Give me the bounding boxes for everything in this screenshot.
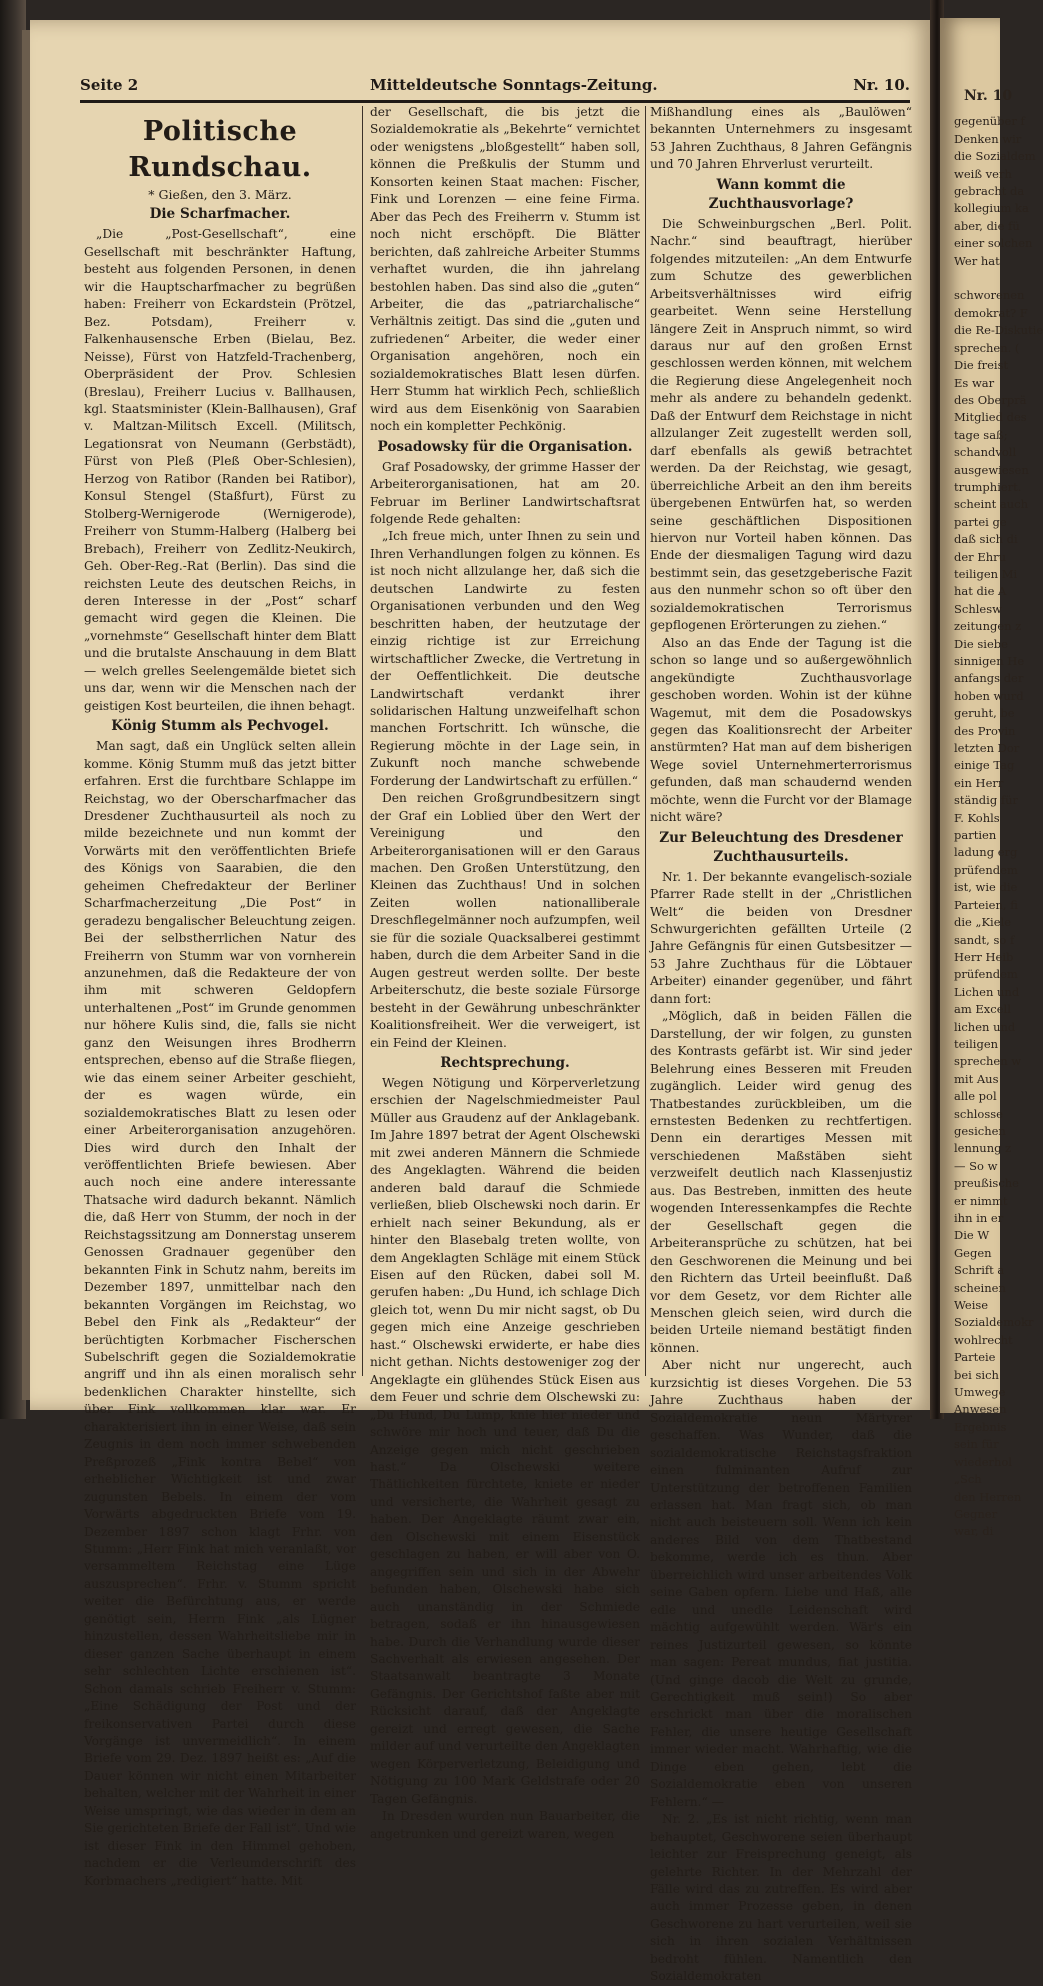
facing-page-line: tage saß; — [954, 427, 1008, 442]
article-paragraph: Wegen Nötigung und Körperverletzung erschien der Nagelschmiedmeister Paul Müller aus Graudenz auf der Anklagebank. Im Jahre 1897 betrat der Agent Olschewski mit zwei anderen Männern die Schmiede des Angeklagten. Während die beiden anderen bald darauf die Schmiede verließen, blieb Olschewski noch darin. Er erhielt nach seiner Bekundung, als er hinter den Blasebalg treten wollte, von dem Angeklagten Schläge mit einem Stück Eisen auf den Rücken, dabei soll M. gerufen haben: „Du Hund, ich schlage Dich gleich tot, wenn Du mir nicht sagst, ob Du gegen mich eine Anzeige geschrieben hast.“ Olschewski erwiderte, er habe dies nicht gethan. Nichts destoweniger zog der Angeklagte ein glühendes Stück Eisen aus dem Feuer und schrie dem Olschewski zu: „Du Hund, Du Lump, knie hier nieder und schwöre mir hoch und teuer, daß Du die Anzeige gegen mich nicht geschrieben hast.“ Da Olschewski weitere Thätlichkeiten fürchtete, kniete er nieder und versicherte, die Wahrheit gesagt zu haben. Der Angeklagte räumt zwar ein, den Olschewski mit einem Eisenstück geschlagen zu haben, er will aber von O. angegriffen sein und sich in der Abwehr befunden haben, Olschewski habe sich auch unanständig in der Schmiede betragen, sodaß er ihn hinausgewiesen habe. Durch die Verhandlung wurde dieser Sachverhalt als erwiesen angesehen. Der Staatsanwalt beantragte 3 Monate Gefängnis. Der Gerichtshof faßte aber mit Rücksicht darauf, daß der Angeklagte gereizt und erregt gewesen, die Sache milder auf und verurteilte den Angeklagten wegen Körperverletzung, Beleidigung und Nötigung zu 100 Mark Geldstrafe oder 20 Tagen Gefängnis. — [370, 1076, 640, 1806]
facing-page-line: Gegner — [954, 1506, 998, 1521]
article-paragraph: Graf Posadowsky, der grimme Hasser der Arbeiterorganisationen, hat am 20. Februar im Berliner Landwirtschaftsrat folgende Rede gehalten: — [370, 459, 640, 526]
quote-paragraph: „Möglich, daß in beiden Fällen die Darstellung, der wir folgen, zu gunsten des Kontrasts gefärbt ist. Wir sind jeder Belehrung eines Besseren mit Freuden zugänglich. Leider wird genug des Thatbestandes zurückbleiben, um die ernstesten Bedenken zu rechtfertigen. Denn ein derartiges Messen mit verschiedenen Maßstäben sieht verzweifelt deutlich nach Klassenjustiz aus. Das Bestreben, inmitten des heute wogenden Interessenkampfes die Rechte der Gesellschaft gegen die Arbeiteransprüche zu schützen, hat bei den Geschworenen die Meinung und bei den Richtern das Urteil beeinflußt. Daß vor dem Gesetz, vor dem Richter alle Menschen gleich seien, wird durch die beiden Urteile niemand bestätigt finden können. — [650, 1009, 912, 1355]
facing-page-line: hat die A — [954, 584, 1007, 599]
facing-page-line: schandvoll — [954, 445, 1017, 460]
article-paragraph: Die Schweinburgschen „Berl. Polit. Nachr.“ sind beauftragt, hierüber folgendes mitzuteilen: „An dem Entwurfe zum Schutze des gewerblichen Arbeitsverhältnisses wird eifrig gearbeitet. Wenn seine Herstellung längere Zeit in Anspruch nimmt, so wird daraus nur auf den großen Ernst geschlossen werden können, mit welchem die Regierung diese Angelegenheit noch mehr als andere zu behandeln gedenkt. Daß der Entwurf dem Reichstage in nicht allzulanger Zeit zugestellt werden soll, darf ebenfalls als gewiß betrachtet werden. Da der Reichstag, wie gesagt, überreichliche Arbeit an den ihm bereits übergebenen Entwürfen hat, so werden seine geschäftlichen Dispositionen hiervon nur Vorteil haben können. Das Ende der diesmaligen Tagung wird dazu bestimmt sein, das gesetzgeberische Fazit aus den nunmehr schon so oft über den sozialdemokratischen Terrorismus gepflogenen Erörterungen zu ziehen.“ — [650, 216, 912, 633]
facing-page-line: — So w — [954, 1158, 998, 1173]
facing-page-line: einige Tag — [954, 758, 1015, 773]
facing-page-line: sinnigen He — [954, 654, 1025, 668]
facing-page-line: gesichen — [954, 1123, 1006, 1138]
facing-page-line: weiß verh — [954, 166, 1012, 181]
page-number: Seite 2 — [80, 76, 139, 94]
facing-page-line: F. Kohls — [954, 810, 1000, 825]
facing-page-line: ständig für — [954, 793, 1019, 808]
facing-page-line: sein für — [954, 1437, 999, 1452]
facing-page-line: teiligen — [954, 1036, 999, 1051]
facing-page-line: die Sozialdem — [954, 149, 1036, 164]
facing-page-line: ein Herr — [954, 775, 1004, 790]
facing-page-line: gegenüber f — [954, 114, 1025, 129]
facing-page-line: zeitungen z — [954, 619, 1022, 634]
facing-page-line: Die siebe — [954, 636, 1008, 651]
facing-page-line: Umwege — [954, 1385, 1006, 1400]
facing-page-line: hoben wurd — [954, 688, 1024, 703]
issue-number: Nr. 10. — [853, 76, 910, 94]
article-heading: Posadowsky für die Organisation. — [377, 438, 633, 455]
book-spine — [22, 30, 30, 1400]
facing-page-line: Anwesen — [954, 1402, 1007, 1417]
article-paragraph: Also an das Ende der Tagung ist die schon so lange und so außergewöhnlich angekündigte Zuchthausvorlage geschoben worden. Wohin ist der kühne Wagemut, mit dem die Posadowskys gegen das Koalitionsrecht der Arbeiter anstürmten? Hat man auf dem bisherigen Wege soviel Unternehmerterrorismus gefunden, daß man schaudernd wenden möchte, wenn die Furcht vor der Blamage nicht wäre? — [650, 635, 912, 825]
facing-page-line: teiligen Mi — [954, 566, 1018, 581]
dateline: * Gießen, den 3. März. — [148, 187, 292, 202]
facing-page-line: ihn in er — [954, 1211, 1004, 1225]
facing-page-line: Weise — [954, 1298, 989, 1313]
facing-page-line: wiederhol — [954, 1454, 1012, 1469]
facing-page-line: schworenen — [954, 288, 1025, 303]
facing-page-line: daß sich di — [954, 532, 1018, 547]
facing-page-line: mit Aus — [954, 1071, 999, 1086]
facing-page-line: aber, die fü — [954, 218, 1020, 233]
facing-page-line: die Re-Diskutie — [954, 323, 1043, 338]
article-paragraph: „Die „Post-Gesellschaft“, eine Gesellschaft mit beschränkter Haftung, besteht aus folgenden Personen, in denen wir die Hauptscharfmacher zu begrüßen haben: Freiherr von Eckardstein (Prötzel, Bez. Potsdam), Freiherr v. Falkenhausensche Erben (Bielau, Bez. Neisse), Fürst von Hatzfeld-Trachenberg, Oberpräsident der Prov. Schlesien (Breslau), Freiherr Lucius v. Ballhausen, kgl. Staatsminister (Klein-Ballhausen), Graf v. Maltzan-Militsch Excell. (Militsch, Legationsrat von Neumann (Gerbstädt), Fürst von Pleß (Pleß Ober-Schlesien), Herzog von Ratibor (Randen bei Ratibor), Konsul Stengel (Staßfurt), Fürst zu Stolberg-Wernigerode (Wernigerode), Freiherr von Stumm-Halberg (Halberg bei Brebach), Freiherr von Zedlitz-Neukirch, Geh. Ober-Reg.-Rat (Berlin). Das sind die reichsten Leute des deutschen Reichs, in deren Interesse in der „Post“ scharf gemacht wird gegen die Kleinen. Die „vornehmste“ Gesellschaft hinter dem Blatt und die brutalste Anschauung in dem Blatt — welch grelles Seelengemälde bietet sich uns dar, wenn wir die Menschen nach der geistigen Kost beurteilen, die ihnen behagt. — [84, 227, 356, 713]
facing-page-line — [940, 270, 1000, 287]
facing-page-line: ladung erg — [954, 845, 1018, 860]
facing-page-line: partien — [954, 828, 997, 843]
facing-page-line: Schrift a — [954, 1263, 1005, 1278]
facing-page-line: Denken wir — [954, 131, 1022, 146]
facing-page-line: sprechen w — [954, 1054, 1022, 1069]
article-paragraph: Mißhandlung eines als „Baulöwen“ bekannten Unternehmers zu insgesamt 53 Jahren Zuchthaus, 8 Jahren Gefängnis und 70 Jahren Ehrverlust verurteilt. — [650, 105, 912, 172]
facing-page-line: Parteien, fi — [954, 897, 1018, 912]
facing-page-line: ausgewiesen — [954, 462, 1029, 477]
quote-paragraph: „Ich freue mich, unter Ihnen zu sein und Ihren Verhandlungen folgen zu können. Es ist noch nicht allzulange her, daß sich die deutschen Landwirte zu festen Organisationen verbunden und den Weg beschritten haben, der heutzutage der einzig richtige ist zur Erreichung wirtschaftlicher Zwecke, die Vertretung in der Oeffentlichkeit. Die deutsche Landwirtschaft verdankt ihrer solidarischen Haltung unzweifelhaft schon manchen Fortschritt. Ich wünsche, die Regierung möchte in der Lage sein, in Zukunft noch manche schwebende Forderung der Landwirtschaft zu erfüllen.“ — [370, 529, 640, 788]
article-paragraph: Nr. 2. „Es ist nicht richtig, wenn man behauptet, Geschworene seien überhaupt leichter zur Freisprechung geneigt, als gelehrte Richter. In der Mehrzahl der Fälle wird das zu zutreffen. Es wird aber auch immer Prozesse geben, in denen Geschworene zu hart verurteilen, weil sie sich in ihren sozialen Verhältnissen bedroht fühlen. Namentlich den Sozialdemokraten — [650, 1812, 912, 1984]
column-divider — [362, 106, 363, 1376]
facing-page-line: geruht, be — [954, 706, 1015, 721]
facing-page-line: Es war — [954, 375, 995, 390]
article-paragraph: der Gesellschaft, die bis jetzt die Sozialdemokratie als „Bekehrte“ vernichtet oder wenigstens „bloßgestellt“ haben soll, können die Preßkulis der Stumm und Konsorten keinen Staat machen: Fischer, Fink und Lorenzen — eine feine Firma. Aber das Pech des Freiherrn v. Stumm ist noch nicht erschöpft. Die Blätter berichten, daß zahlreiche Arbeiter Stumms verhaftet wurden, die ihn jahrelang bestohlen haben. Das sind also die „guten“ Arbeiter, die das „patriarchalische“ Verhältnis zeitigt. Das sind die „guten und zufriedenen“ Arbeiter, die weder einer Organisation angehören, noch ein sozialdemokratisches Blatt lesen dürfen. Herr Stumm hat wirklich Pech, schließlich wird aus dem Eisenkönig von Saarabien noch ein kompletter Pechkönig. — [370, 105, 640, 434]
facing-page-line: sandt, so f — [954, 932, 1015, 947]
facing-page-number: Nr. 10 — [964, 88, 1013, 104]
facing-page-line: partei ge — [954, 514, 1007, 529]
facing-page-line: er nimmt — [954, 1193, 1008, 1208]
facing-page-line: gebracht da — [954, 184, 1025, 199]
facing-page-line: trumphiert. — [954, 479, 1022, 494]
facing-page-line: Gegen — [954, 1245, 992, 1260]
facing-page-line: anfangs der — [954, 671, 1024, 686]
article-paragraph: In Dresden wurden nun Bauarbeiter, die angetrunken und gereizt waren, wegen — [370, 1809, 640, 1841]
facing-page-line: bei sich — [954, 1367, 999, 1382]
facing-page-line: den Herren — [954, 1489, 1022, 1504]
article-heading: Die Scharfmacher. — [149, 206, 291, 223]
facing-page-line: des Provin — [954, 723, 1016, 738]
facing-page-line: ist, wie die — [954, 880, 1018, 895]
facing-page-line: „Sch — [954, 1472, 982, 1487]
facing-page-line: Die freist — [954, 358, 1009, 373]
article-heading: Rechtsprechung. — [440, 1055, 570, 1072]
facing-page-line: prüfendem — [954, 862, 1018, 877]
facing-page-line: am Excell — [954, 1002, 1011, 1017]
facing-page-line: Wer hat — [954, 253, 1000, 268]
section-title: Politische Rundschau. — [128, 116, 312, 183]
facing-page-line: Schlesw — [954, 601, 1002, 616]
facing-page-line: alle pol — [954, 1089, 997, 1104]
article-heading: Wann kommt die Zuchthausvorlage? — [708, 176, 854, 212]
page-header — [80, 76, 910, 98]
facing-page-line: kollegium ka — [954, 201, 1029, 216]
facing-page-line: Sozialdemokr — [954, 1315, 1034, 1330]
facing-page-line: preußische — [954, 1176, 1019, 1191]
column-2 — [370, 104, 640, 1843]
column-divider — [645, 106, 646, 1376]
header-rule — [80, 100, 910, 103]
article-heading: Zur Beleuchtung des Dresdener Zuchthausurteils. — [659, 829, 903, 865]
facing-page-line: Mitglied des — [954, 410, 1027, 425]
article-heading: König Stumm als Pechvogel. — [111, 718, 329, 735]
facing-page-text — [940, 18, 1043, 1541]
facing-page-line: Herr Heib — [954, 949, 1014, 964]
facing-page-line: letzten Dor — [954, 741, 1020, 756]
facing-page-line: einer solchen — [954, 236, 1033, 251]
facing-page-line: Lichen und — [954, 984, 1020, 999]
facing-page-line: demokrat? F — [954, 305, 1028, 320]
column-3 — [650, 104, 912, 1986]
article-paragraph: Man sagt, daß ein Unglück selten allein komme. König Stumm muß das jetzt bitter erfahren. Erst die furchtbare Schlappe im Reichstag, wo der Oberscharfmacher das Dresdener Zuchthausurteil als noch zu milde bezeichnete und nun kommt der Vorwärts mit den veröffentlichten Briefe des Königs von Saarabien, die den geheimen Chefredakteur der Berliner Scharfmacherzeitung „Die Post“ in geradezu bengalischer Beleuchtung zeigen. Bei der selbstherrlichen Natur des Freiherrn von Stumm war von vornherein anzunehmen, daß die Redakteure der von ihm mit schweren Geldopfern unterhaltenen „Post“ im Grunde genommen nur höhere Kulis sind, die, falls sie nicht ganz den Weisungen ihres Brodherrn entsprechen, ebenso auf die Straße fliegen, wie das einem seiner Arbeiter geschieht, der es wagen würde, ein sozialdemokratisches Blatt zu lesen oder einer Arbeiterorganisation anzugehören. Dies wird durch den Inhalt der veröffentlichten Briefe bewiesen. Aber auch noch eine andere interessante Thatsache wird dadurch bekannt. Nämlich die, daß Herr von Stumm, der noch in der Reichstagssitzung am Donnerstag unserem Genossen Gradnauer gegenüber den bekannten Fink in Schutz nahm, bereits im Dezember 1897, unmittelbar nach den bekannten Vorgängen im Reichstag, wo Bebel den Fink als „Redakteur“ der berüchtigten Korbmacher Fischerschen Subelschrift gegen die Sozialdemokratie angriff und ihn als einen moralisch sehr bedenklichen Charakter hinstellte, sich über Fink vollkommen klar war. Er charakterisiert ihn in einer Weise, daß sein Zeugnis in dem noch immer schwebenden Preßprozeß „Fink kontra Bebel“ von erheblicher Wichtigkeit ist und zwar zugunsten Bebels. In einem der vom Vorwärts abgedruckten Briefe vom 19. Dezember 1897 schon klagt Frhr. von Stumm: „Herr Fink hat mich veranlaßt, vor versammeltem Reichstag eine Lüge auszusprechen“. Frhr. v. Stumm spricht weiter die Befürchtung aus, er werde genötigt sein, Herrn Fink „als Lügner hinzustellen, dessen Wahrheitsliebe mir in dieser ganzen Sache überhaupt in einem sehr schlechten Lichte erschienen ist“. Schon damals schrieb Freiherr v. Stumm: „Eine Schädigung der Post und der freikonservativen Partei durch diese Vorgänge ist unvermeidlich“. In einem Briefe vom 29. Dez. 1897 heißt es: „Auf die Dauer können wir nicht einen Mitarbeiter behalten, welcher mit der Wahrheit in einer Weise umspringt, wie das wieder in dem an Sie gerichteten Briefe der Fall ist“. Und wie ist dieser Fink in den Himmel gehoben, nachdem er die Verleumderschrift des Korbmachers „redigiert“ hatte. Mit — [84, 739, 357, 1888]
facing-page-line: Die W — [954, 1228, 990, 1243]
facing-page-line: Parteie — [954, 1350, 996, 1365]
article-paragraph: Aber nicht nur ungerecht, auch kurzsichtig ist dieses Vorgehen. Die 53 Jahre Zuchthaus haben der Sozialdemokratie neun Märtyrer geschaffen. Was Wunder, daß die sozialdemokratische Reichstagsfraktion einen fulminanten Aufruf zur Unterstützung der betroffenen Familien erlassen hat. Man fragt sich, ob man nicht auch beisteuern soll. Wenn ich kein anderes Bild von dem Thatbestand bekomme, werde ich es thun. Aber überreichlich wird unser arbeitendes Volk seine Gaben opfern. Liebe und Haß, alle edle und unedle Leidenschaft wird mächtig aufgewühlt werden. Wär's ein reines Justizurteil gewesen, so könnte man sagen: Pereat mundus, fiat justitia. (Und ginge dacob die Welt zu grunde, Gerechtigkeit muß sein!) So aber erschrickt man über die moralischen Fehler, die unsere heutige Gesellschaft immer wieder macht. Wahrhaftig, wie die Dinge eben gehen, lebt die Sozialdemokratie eben von unseren Fehlern.“ — — [650, 1358, 912, 1809]
facing-page-line: lichen und — [954, 1019, 1016, 1034]
facing-page-line: des Oberprä — [954, 392, 1027, 407]
newspaper-name: Mitteldeutsche Sonntags-Zeitung. — [370, 76, 658, 94]
facing-page-line: prüfendem — [954, 967, 1018, 982]
facing-page-line: der Ehru — [954, 549, 1007, 564]
column-1 — [84, 104, 356, 1890]
article-paragraph: Nr. 1. Der bekannte evangelisch-soziale Pfarrer Rade stellt in der „Christlichen Welt“ die beiden von Dresdner Schwurgerichten gefällten Urteile (2 Jahre Gefängnis für einen Gutsbesitzer — 53 Jahre Zuchthaus für die Löbtauer Arbeiter) einander gegenüber, und fährt dann fort: — [650, 869, 912, 1006]
facing-page-line: lennung z — [954, 1141, 1012, 1156]
facing-page-fragment — [940, 18, 1043, 1539]
facing-page-line: wohlrecht — [954, 1332, 1013, 1347]
facing-page-line: Ergebnis — [954, 1419, 1007, 1434]
facing-page-line: scheinen — [954, 1280, 1006, 1295]
facing-page-line: schlosse — [954, 1106, 1003, 1121]
facing-page-line: scheint auch — [954, 497, 1029, 512]
facing-page-line: war, di — [954, 1524, 994, 1539]
article-paragraph: Den reichen Großgrundbesitzern singt der Graf ein Loblied über den Wert der Vereinigung und den Arbeiterorganisationen will er den Garaus machen. Den Großen Unterstützung, den Kleinen das Zuchthaus! Und in solchen Zeiten wollen nationalliberale Dreschflegelmänner noch aufzumpfen, weil sie für die soziale Quacksalberei gestimmt haben, durch die dem Arbeiter Sand in die Augen gestreut werden sollte. Der beste Arbeiterschutz, die beste soziale Fürsorge besteht in der Gewährung unbeschränkter Koalitionsfreiheit. Wer die verweigert, ist ein Feind der Kleinen. — [370, 791, 640, 1050]
facing-page-line: die „Kiele — [954, 915, 1012, 930]
facing-page-line: sprechen. ( — [954, 340, 1020, 355]
